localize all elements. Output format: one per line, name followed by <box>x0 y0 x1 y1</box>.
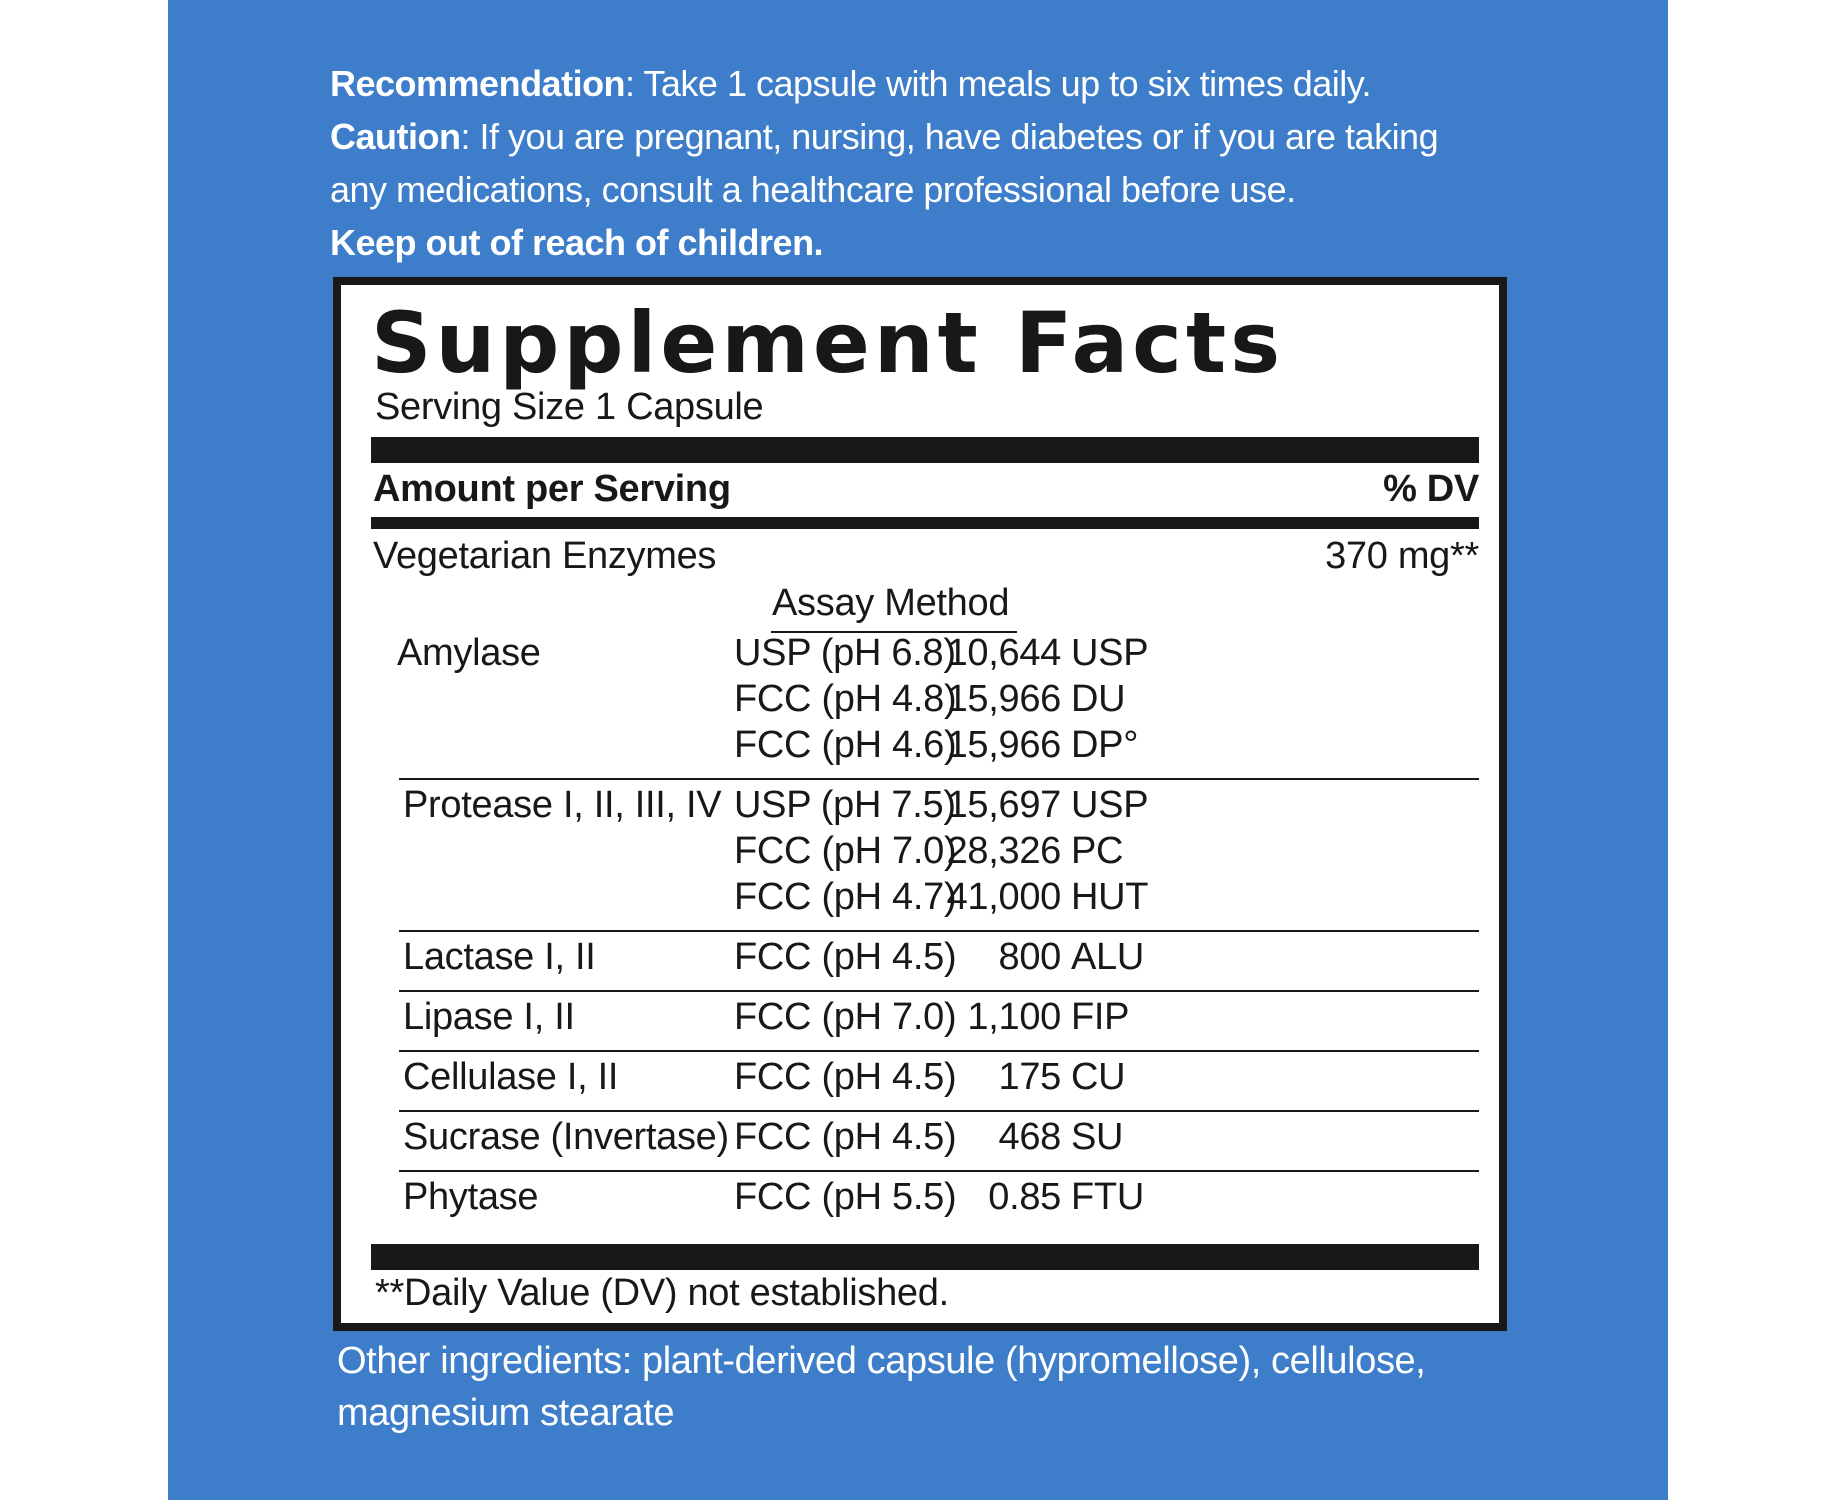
assay-method: FCC (pH 4.5) <box>734 936 957 978</box>
enzyme-name: Cellulase I, II <box>403 1056 619 1098</box>
assay-method: FCC (pH 4.5) <box>734 1116 957 1158</box>
assay-value: 15,966 <box>946 724 1061 766</box>
enzyme-name: Phytase <box>403 1176 539 1218</box>
assay-value: 800 <box>998 936 1061 978</box>
caution-label: Caution <box>330 116 461 157</box>
assay-unit: PC <box>1071 830 1124 872</box>
enzyme-name: Sucrase (Invertase) <box>403 1116 729 1158</box>
assay-value: 1,100 <box>967 996 1061 1038</box>
enzyme-name: Lactase I, II <box>403 936 596 978</box>
assay-unit: DP° <box>1071 724 1139 766</box>
amount-per-serving-header: Amount per Serving <box>373 468 731 510</box>
bottom-thick-divider <box>371 1244 1479 1270</box>
enzyme-name: Lipase I, II <box>403 996 575 1038</box>
assay-method-header: Assay Method <box>772 582 1010 624</box>
assay-value: 41,000 <box>946 876 1061 918</box>
recommendation-line <box>330 58 1530 110</box>
facts-title: Supplement Facts <box>371 294 1285 392</box>
assay-unit: HUT <box>1071 876 1149 918</box>
assay-method: FCC (pH 4.7) <box>734 876 957 918</box>
enzyme-name: Amylase <box>397 632 541 674</box>
row-divider <box>399 1050 1479 1052</box>
thick-divider <box>371 437 1479 463</box>
assay-unit: ALU <box>1071 936 1145 978</box>
assay-method: FCC (pH 4.8) <box>734 678 957 720</box>
other-ingredients <box>337 1335 1537 1439</box>
assay-unit: USP <box>1071 784 1149 826</box>
row-divider <box>399 990 1479 992</box>
blend-amount: 370 mg** <box>1325 535 1479 577</box>
assay-value: 28,326 <box>946 830 1061 872</box>
keep-out-warning: Keep out of reach of children. <box>330 222 824 263</box>
assay-method: FCC (pH 5.5) <box>734 1176 957 1218</box>
row-divider <box>399 778 1479 780</box>
assay-method: FCC (pH 4.6) <box>734 724 957 766</box>
assay-unit: FIP <box>1071 996 1130 1038</box>
caution-line-2: any medications, consult a healthcare professional before use. <box>330 169 1296 210</box>
assay-unit: CU <box>1071 1056 1126 1098</box>
caution-line <box>330 111 1530 163</box>
supplement-facts-panel <box>333 277 1507 1331</box>
assay-value: 15,697 <box>946 784 1061 826</box>
recommendation-text: : Take 1 capsule with meals up to six times daily. <box>625 63 1372 104</box>
assay-method: FCC (pH 4.5) <box>734 1056 957 1098</box>
enzyme-name: Protease I, II, III, IV <box>403 784 722 826</box>
caution-text-1: : If you are pregnant, nursing, have diabetes or if you are taking <box>460 116 1439 157</box>
row-divider <box>399 930 1479 932</box>
row-divider <box>399 1170 1479 1172</box>
assay-unit: DU <box>1071 678 1126 720</box>
footnote: **Daily Value (DV) not established. <box>375 1272 949 1314</box>
assay-unit: SU <box>1071 1116 1124 1158</box>
serving-size: Serving Size 1 Capsule <box>375 386 764 428</box>
other-ingredients-line-1: Other ingredients: plant-derived capsule (hypromellose), cellulose, <box>337 1340 1426 1382</box>
assay-unit: USP <box>1071 632 1149 674</box>
assay-value: 175 <box>998 1056 1061 1098</box>
assay-method: USP (pH 6.8) <box>734 632 956 674</box>
medium-divider <box>371 517 1479 529</box>
assay-unit: FTU <box>1071 1176 1144 1218</box>
assay-method: FCC (pH 7.0) <box>734 996 957 1038</box>
assay-value: 15,966 <box>946 678 1061 720</box>
assay-value: 0.85 <box>988 1176 1061 1218</box>
assay-value: 10,644 <box>946 632 1061 674</box>
blend-name: Vegetarian Enzymes <box>373 535 717 577</box>
dv-header: % DV <box>1383 468 1479 510</box>
recommendation-label: Recommendation <box>330 63 626 104</box>
assay-method: FCC (pH 7.0) <box>734 830 957 872</box>
assay-value: 468 <box>998 1116 1061 1158</box>
assay-method: USP (pH 7.5) <box>734 784 956 826</box>
other-ingredients-line-2: magnesium stearate <box>337 1392 675 1434</box>
row-divider <box>399 1110 1479 1112</box>
